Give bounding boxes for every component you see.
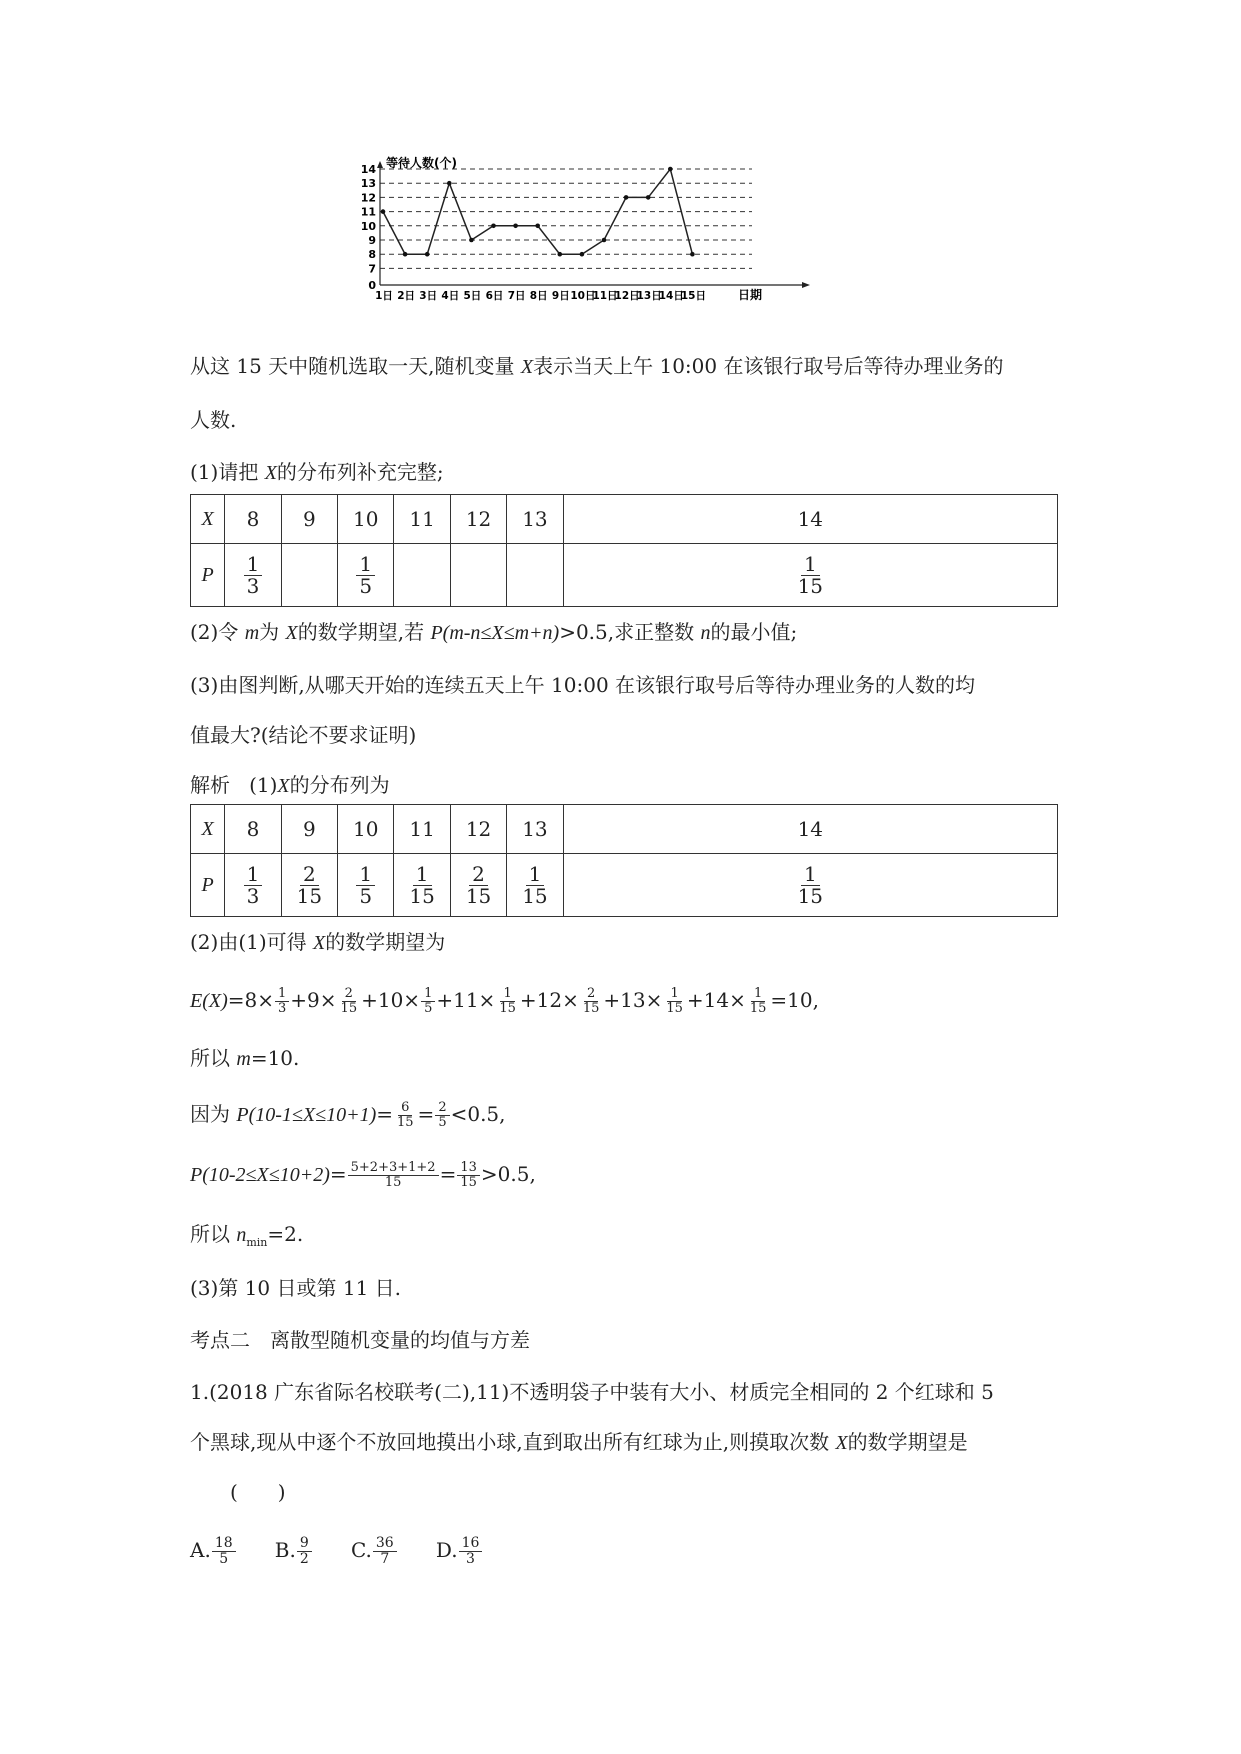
- question-3-line-2: 值最大?(结论不要求证明): [190, 723, 417, 747]
- question-2: (2)令 m为 X的数学期望,若 P(m-n≤X≤m+n)>0.5,求正整数 n的最小值;: [190, 620, 798, 644]
- table-cell-p: [225, 854, 281, 917]
- data-point: [624, 195, 629, 200]
- table-cell-p: [450, 854, 506, 917]
- data-point: [668, 167, 673, 172]
- fraction: $\frac{13}{15}$: [457, 1161, 480, 1189]
- x-tick-label: 11日: [592, 290, 618, 302]
- x-tick-label: 14日: [658, 290, 684, 302]
- probability-line-1: 因为 P(10-1≤X≤10+1)= $\frac{6}{15}$ = $\frac{2}{5}$ <0.5,: [190, 1100, 506, 1130]
- fraction: $\frac{2}{15}$: [465, 861, 492, 908]
- distribution-table-solution: [190, 804, 1058, 917]
- problem-1-line-2: 个黑球,现从中逐个不放回地摸出小球,直到取出所有红球为止,则摸取次数 X的数学期望是: [190, 1430, 968, 1454]
- x-tick-label: 8日: [529, 290, 548, 302]
- option-a: A. $\frac{18}{5}$: [190, 1538, 237, 1562]
- table-cell-p: [394, 854, 450, 917]
- table-cell-p: [507, 854, 563, 917]
- fraction: $\frac{1}{15}$: [409, 861, 435, 908]
- table-head-x: X: [191, 495, 225, 544]
- x-tick-label: 7日: [507, 290, 526, 302]
- conclusion-m: 所以 m=10.: [190, 1046, 300, 1070]
- chart-tick-labels: [361, 163, 706, 302]
- data-point: [690, 252, 695, 257]
- y-tick-label: 14: [360, 163, 376, 176]
- data-point: [469, 238, 474, 243]
- expectation-formula: E(X)=8× $\frac{1}{3}$ +9× $\frac{2}{15}$ +10× $\frac{1}{5}$ +11× $\frac{1}{15}$ +12× $\frac{2}{15}$ +13× $\frac{1}{15}$ +14× $\frac{1}{15}$ =10,: [190, 986, 819, 1016]
- table-cell-p: [338, 854, 394, 917]
- fraction: $\frac{1}{5}$: [356, 554, 375, 597]
- fraction: $\frac{6}{15}$: [397, 1100, 414, 1130]
- fraction: $\frac{1}{15}$: [499, 986, 516, 1016]
- chart-axes: [377, 161, 810, 288]
- x-axis-label: 日期: [738, 288, 763, 302]
- fraction: $\frac{5+2+3+1+2}{15}$: [348, 1161, 439, 1189]
- data-point: [425, 252, 430, 257]
- y-tick-label: 0: [368, 279, 376, 292]
- fraction: $\frac{1}{15}$: [666, 986, 683, 1016]
- x-tick-label: 2日: [397, 290, 416, 302]
- y-tick-label: 12: [360, 191, 376, 205]
- x-tick-label: 3日: [419, 290, 438, 302]
- problem-1-line-1: 1.(2018 广东省际名校联考(二),11)不透明袋子中装有大小、材质完全相同的 2 个红球和 5: [190, 1380, 994, 1404]
- x-tick-label: 4日: [441, 290, 460, 302]
- table-cell-x: 13: [507, 805, 563, 854]
- table-cell-x: 14: [563, 495, 1057, 544]
- fraction: $\frac{2}{5}$: [435, 1101, 449, 1129]
- distribution-table-incomplete: [190, 494, 1058, 607]
- answer-options: [190, 1536, 483, 1567]
- probability-line-2: P(10-2≤X≤10+2)= $\frac{5+2+3+1+2}{15}$ = $\frac{13}{15}$ >0.5,: [190, 1160, 536, 1190]
- option-d: D. $\frac{16}{3}$: [436, 1538, 484, 1562]
- table-cell-x: 10: [338, 495, 394, 544]
- data-point: [602, 238, 607, 243]
- fraction: $\frac{1}{3}$: [244, 554, 263, 597]
- x-tick-label: 1日: [375, 290, 393, 302]
- data-point: [447, 181, 452, 186]
- table-cell-x: 9: [281, 495, 337, 544]
- data-point: [403, 252, 408, 257]
- intro-line-2: 人数.: [190, 408, 237, 432]
- x-tick-label: 10日: [570, 290, 596, 302]
- x-tick-label: 15日: [680, 290, 706, 302]
- data-point: [535, 224, 540, 229]
- table-cell-x: 13: [507, 495, 563, 544]
- x-tick-label: 9日: [551, 290, 570, 302]
- y-tick-label: 11: [360, 205, 376, 219]
- table-cell-p: [450, 544, 506, 607]
- solution-label: 解析: [190, 773, 230, 797]
- table-cell-x: 12: [450, 805, 506, 854]
- x-tick-label: 12日: [614, 290, 640, 302]
- intro-line-1: 从这 15 天中随机选取一天,随机变量 X表示当天上午 10:00 在该银行取号后等待办理业务的: [190, 354, 1004, 378]
- data-point: [513, 224, 518, 229]
- table-head-p: P: [191, 854, 225, 917]
- table-head-x: X: [191, 805, 225, 854]
- y-tick-label: 8: [368, 248, 376, 262]
- table-cell-x: 11: [394, 495, 450, 544]
- conclusion-n: 所以 $n_{min}=2$.: [190, 1222, 304, 1249]
- fraction: $\frac{1}{3}$: [244, 864, 263, 907]
- y-axis-arrow: [377, 161, 383, 168]
- data-point: [580, 252, 585, 257]
- section-heading: 考点二 离散型随机变量的均值与方差: [190, 1328, 530, 1352]
- fraction: $\frac{1}{15}$: [749, 986, 767, 1016]
- y-tick-label: 10: [360, 219, 376, 233]
- table-cell-p: [394, 544, 450, 607]
- x-tick-label: 13日: [636, 290, 662, 302]
- x-tick-label: 6日: [485, 290, 504, 302]
- solution-2-heading: (2)由(1)可得 X的数学期望为: [190, 930, 446, 954]
- table-cell-p: [338, 544, 394, 607]
- data-point: [646, 195, 651, 200]
- table-cell-x: 9: [281, 805, 337, 854]
- y-tick-label: 9: [368, 234, 376, 247]
- fraction: $\frac{1}{15}$: [797, 861, 824, 908]
- y-tick-label: 7: [368, 262, 376, 276]
- table-cell-x: 8: [225, 805, 281, 854]
- fraction: $\frac{1}{15}$: [522, 861, 548, 908]
- fraction: $\frac{2}{15}$: [582, 986, 600, 1016]
- table-cell-p: [281, 854, 337, 917]
- x-axis-arrow: [802, 282, 810, 288]
- y-axis-label: 等待人数(个): [386, 156, 457, 170]
- table-cell-x: 8: [225, 495, 281, 544]
- answer-3: (3)第 10 日或第 11 日.: [190, 1276, 402, 1300]
- table-head-p: P: [191, 544, 225, 607]
- y-tick-label: 13: [360, 177, 376, 191]
- option-c: C. $\frac{36}{7}$: [351, 1538, 398, 1562]
- table-cell-p: [281, 544, 337, 607]
- table-cell-p: [563, 854, 1057, 917]
- table-cell-x: 11: [394, 805, 450, 854]
- fraction: $\frac{2}{15}$: [296, 861, 323, 908]
- answer-blank: ( ): [230, 1480, 286, 1504]
- table-cell-p: [225, 544, 281, 607]
- fraction: $\frac{1}{5}$: [356, 864, 375, 907]
- table-cell-p: [507, 544, 563, 607]
- table-cell-x: 10: [338, 805, 394, 854]
- data-point: [491, 224, 496, 229]
- solution-1-heading: 解析 (1)X的分布列为: [190, 773, 390, 797]
- data-point: [381, 209, 386, 214]
- waiting-count-line-chart: [360, 155, 880, 340]
- table-cell-p: [563, 544, 1057, 607]
- table-cell-x: 14: [563, 805, 1057, 854]
- question-3-line-1: (3)由图判断,从哪天开始的连续五天上午 10:00 在该银行取号后等待办理业务的人数的均: [190, 673, 976, 697]
- fraction: $\frac{2}{15}$: [340, 986, 358, 1016]
- x-tick-label: 5日: [463, 290, 482, 302]
- data-point: [558, 252, 563, 257]
- question-1: (1)请把 X的分布列补充完整;: [190, 460, 444, 484]
- table-cell-x: 12: [450, 495, 506, 544]
- option-b: B. $\frac{9}{2}$: [275, 1538, 313, 1562]
- fraction: $\frac{1}{3}$: [275, 987, 289, 1015]
- fraction: $\frac{1}{15}$: [797, 551, 824, 598]
- fraction: $\frac{1}{5}$: [421, 987, 435, 1015]
